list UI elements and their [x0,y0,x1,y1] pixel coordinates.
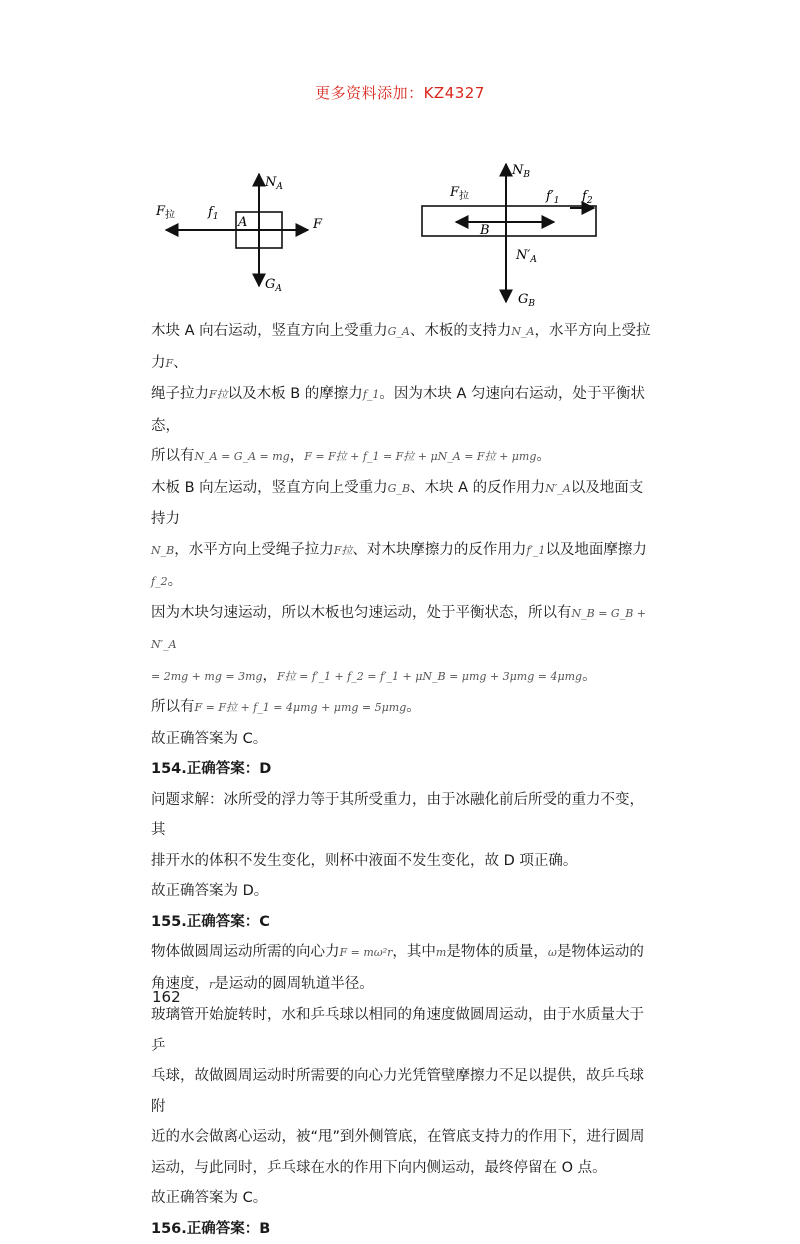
q155-body-line2: 乓球，故做圆周运动时所需要的向心力光凭管壁摩擦力不足以提供，故乒乓球附 [151,1061,656,1122]
label-f2: $f_2$ [581,189,593,206]
label-a: A [237,215,247,230]
q155-body-line3: 近的水会做离心运动，被“甩”到外侧管底，在管底支持力的作用下，进行圆周 [151,1122,656,1153]
para-conclusion-line: 所以有F = F拉 + f_1 = 4μmg + μmg = 5μmg。 [151,692,656,724]
page-number: 162 [152,988,181,1006]
label-fla: $F_拉$ [155,204,175,221]
para-board-b-line1: 木板 B 向左运动，竖直方向上受重力G_B、木块 A 的反作用力N′_A以及地面支持力 [151,473,656,535]
q155-body-line4: 运动，与此同时，乒乓球在水的作用下向内侧运动，最终停留在 O 点。 [151,1153,656,1184]
q154-title: 154.正确答案：D [151,754,656,785]
label-nb: $N_B$ [511,163,530,180]
answer-content [151,316,656,1244]
label-na-prime: $N'_A$ [515,248,537,265]
label-na: $N_A$ [264,175,283,192]
para-board-b-line3: 因为木块匀速运动，所以木板也匀速运动，处于平衡状态，所以有N_B = G_B + N′_A [151,598,656,661]
q155-title: 155.正确答案：C [151,907,656,938]
q155-answer: 故正确答案为 C。 [151,1183,656,1214]
label-f1: $f_1$ [207,205,219,222]
q156-title: 156.正确答案：B [151,1214,656,1244]
q155-body-line1: 玻璃管开始旋转时，水和乒乓球以相同的角速度做圆周运动，由于水质量大于乒 [151,1000,656,1061]
label-gb: $G_B$ [518,292,535,309]
q155-line2: 角速度，r是运动的圆周轨道半径。 [151,969,656,1001]
label-ga: $G_A$ [265,277,282,294]
answer-153: 故正确答案为 C。 [151,724,656,755]
q154-answer: 故正确答案为 D。 [151,876,656,907]
force-diagram-svg [150,160,650,310]
force-diagrams [150,160,650,310]
diagram-block-a [155,174,323,294]
promo-header: 更多资料添加：KZ4327 [0,82,800,103]
q155-line1: 物体做圆周运动所需的向心力F = mω²r，其中m是物体的质量，ω是物体运动的 [151,937,656,969]
label-b: B [479,223,490,238]
label-f1-prime: $f'_1$ [545,189,560,206]
diagram-board-b [422,163,596,309]
para-board-b-line2: N_B，水平方向上受绳子拉力F拉、对木块摩擦力的反作用力f′_1以及地面摩擦力f_2。 [151,535,656,598]
q154-body-line2: 排开水的体积不发生变化，则杯中液面不发生变化，故 D 项正确。 [151,846,656,877]
label-f: F [312,217,323,232]
para-block-a-line1: 木块 A 向右运动，竖直方向上受重力G_A、木板的支持力N_A，水平方向上受拉力F、 [151,316,656,379]
para-block-a-line2: 绳子拉力F拉以及木板 B 的摩擦力f_1。因为木块 A 匀速向右运动，处于平衡状态， [151,379,656,441]
para-block-a-line3: 所以有N_A = G_A = mg，F = F拉 + f_1 = F拉 + μN_A = F拉 + μmg。 [151,441,656,473]
para-board-b-line4: = 2mg + mg = 3mg，F拉 = f′_1 + f_2 = f′_1 + μN_B = μmg + 3μmg = 4μmg。 [151,661,656,693]
label-fla-b: $F_拉$ [449,185,469,202]
q154-body-line1: 问题求解：冰所受的浮力等于其所受重力，由于冰融化前后所受的重力不变，其 [151,785,656,846]
